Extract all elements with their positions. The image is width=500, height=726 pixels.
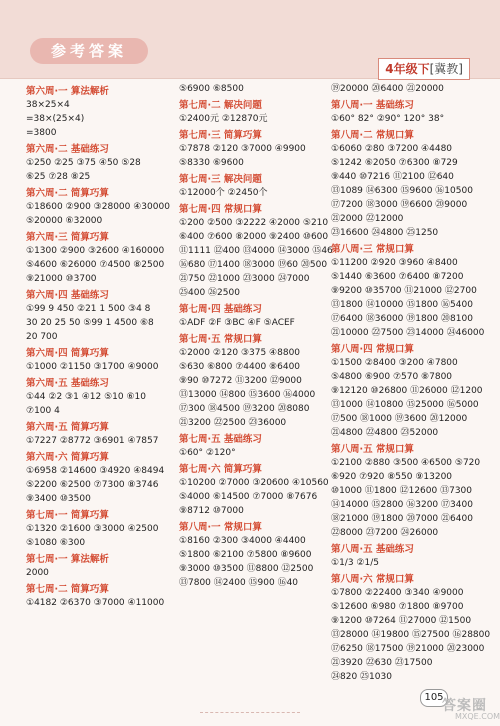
section-heading: 第七周·三 简算巧算 — [179, 130, 262, 141]
answer-line: ㉑750 ㉒1000 ㉓3000 ㉔7000 — [179, 274, 310, 284]
section-heading: 第六周·一 算法解析 — [26, 86, 109, 97]
answer-line: ⑬1000 ⑭10800 ⑮25000 ⑯5000 — [331, 400, 479, 410]
answer-line: ①2400元 ②12870元 — [179, 114, 268, 124]
answer-line: ⑤8330 ⑥9600 — [179, 158, 244, 168]
answer-line: ⑨12120 ⑩26800 ⑪26000 ⑫1200 — [331, 386, 483, 396]
section-heading: 第七周·四 基础练习 — [179, 304, 262, 315]
answer-line: ⑤630 ⑥800 ⑦4400 ⑧6400 — [179, 362, 301, 372]
answer-line: ⑭14000 ⑮2800 ⑯3200 ⑰3400 — [331, 500, 473, 510]
answer-line: ⑰300 ⑱4500 ⑲3200 ⑳8080 — [179, 404, 310, 414]
section-heading: 第七周·一 算法解析 — [26, 554, 109, 565]
answer-line: ⑰500 ⑱1000 ⑲3600 ⑳12000 — [331, 414, 468, 424]
answer-line: ⑩1000 ⑪1800 ⑫12600 ⑬7300 — [331, 486, 472, 496]
answer-line: ①8160 ②300 ③4000 ④4400 — [179, 536, 306, 546]
section-heading: 第八周·六 常规口算 — [331, 574, 414, 585]
section-heading: 第八周·三 常规口算 — [331, 244, 414, 255]
section-heading: 第八周·五 常规口算 — [331, 444, 414, 455]
answer-line: ⑤4000 ⑥14500 ⑦7000 ⑧7676 — [179, 492, 318, 502]
answer-line: ㉑2000 ㉒12000 — [331, 214, 404, 224]
answer-line: ①12000个 ②2450个 — [179, 188, 268, 198]
answer-line: ⑬13000 ⑭800 ⑮3600 ⑯4000 — [179, 390, 316, 400]
answer-line: ⑤2200 ⑥2500 ⑦7300 ⑧3746 — [26, 480, 159, 490]
answer-line: ①1300 ②900 ③2600 ④160000 — [26, 246, 165, 256]
answer-line: ①1/3 ②1/5 — [331, 558, 379, 568]
answer-line: ㉑10000 ㉒7500 ㉓14000 ㉔46000 — [331, 328, 485, 338]
answer-line: ㉔820 ㉕1030 — [331, 672, 392, 682]
answer-line: 20 700 — [26, 332, 58, 342]
answer-line: ⑬1800 ⑭10000 ⑮1800 ⑯5400 — [331, 300, 473, 310]
section-heading: 第七周·三 解决问题 — [179, 174, 262, 185]
section-heading: 第六周·五 基础练习 — [26, 378, 109, 389]
answer-line: ⑤6900 ⑥8500 — [179, 84, 244, 94]
watermark-logo: 答案圈 — [442, 698, 487, 714]
answer-column-3 — [331, 82, 491, 702]
answer-line: ⑨90 ⑩7272 ⑪3200 ⑫9000 — [179, 376, 302, 386]
answer-line: ①7878 ②120 ③7000 ④9900 — [179, 144, 306, 154]
watermark-url: MXQE.COM — [455, 712, 500, 721]
answer-line: ①44 ②2 ③1 ④12 ⑤10 ⑥10 — [26, 392, 146, 402]
answer-line: ①1320 ②1600 ③3000 ④2500 — [26, 524, 159, 534]
answer-line: ㉑4800 ㉒4800 ㉓52000 — [331, 428, 439, 438]
answer-columns — [26, 82, 491, 702]
answer-line: ⑨3400 ⑩3500 — [26, 494, 91, 504]
answer-line: ①6060 ②80 ③7200 ④4480 — [331, 144, 453, 154]
answer-line: ①6958 ②14600 ③4920 ④8494 — [26, 466, 165, 476]
section-heading: 第七周·二 简算巧算 — [26, 584, 109, 595]
answer-line: ㉕400 ㉖2500 — [179, 288, 240, 298]
section-heading: 第七周·一 简算巧算 — [26, 510, 109, 521]
section-heading: 第七周·二 解决问题 — [179, 100, 262, 111]
section-heading: 第八周·五 基础练习 — [331, 544, 414, 555]
section-heading: 第六周·五 简算巧算 — [26, 422, 109, 433]
answer-line: ⑬28000 ⑭19800 ⑮27500 ⑯28800 — [331, 630, 491, 640]
answer-line: ⑨1200 ⑩7264 ⑪27000 ⑫1500 — [331, 616, 472, 626]
section-heading: 第八周·二 常规口算 — [331, 130, 414, 141]
answer-line: ⑤20000 ⑥32000 — [26, 216, 103, 226]
answer-line: ①2100 ②880 ③500 ④6500 ⑤720 — [331, 458, 481, 468]
answer-line: ①11200 ②920 ③960 ④8400 — [331, 258, 458, 268]
answer-line: ⑨3000 ⑩3500 ⑪8800 ⑫2500 — [179, 564, 314, 574]
grade-badge — [378, 58, 470, 80]
page-number: 105 — [420, 689, 448, 707]
section-heading: 第八周·一 常规口算 — [179, 522, 262, 533]
answer-line: ⑤4600 ⑥26000 ⑦4500 ⑧2500 — [26, 260, 165, 270]
answer-line: ⑤4800 ⑥900 ⑦570 ⑧7800 — [331, 372, 453, 382]
answer-line: ①4182 ②6370 ③7000 ④11000 — [26, 598, 165, 608]
answer-line: ①10200 ②7000 ③20600 ④10560 — [179, 478, 329, 488]
section-heading: 第七周·五 基础练习 — [179, 434, 262, 445]
answer-line: ⑨8712 ⑩7000 — [179, 506, 244, 516]
answer-line: 30 20 25 50 ⑤99 1 4500 ⑥8 — [26, 318, 154, 328]
answer-line: ⑥920 ⑦920 ⑧550 ⑨13200 — [331, 472, 453, 482]
answer-line: ①7227 ②8772 ③6901 ④7857 — [26, 436, 159, 446]
answer-line: ⑰7200 ⑱3000 ⑲6600 ⑳9000 — [331, 200, 468, 210]
answer-line: ㉑3920 ㉒630 ㉓17500 — [331, 658, 433, 668]
answer-line: ⑥400 ⑦600 ⑧2000 ⑨2400 ⑩600 — [179, 232, 329, 242]
answer-line: ①18600 ②900 ③28000 ④30000 — [26, 202, 170, 212]
answer-line: ⑰6250 ⑱17500 ⑲21000 ⑳23000 — [331, 644, 485, 654]
section-heading: 第八周·一 基础练习 — [331, 100, 414, 111]
answer-line: ⑪1111 ⑫400 ⑬4000 ⑭3000 ⑮46 — [179, 246, 333, 256]
section-heading: 第七周·五 常规口算 — [179, 334, 262, 345]
section-heading: 第六周·三 简算巧算 — [26, 232, 109, 243]
section-heading: 第六周·二 基础练习 — [26, 144, 109, 155]
answer-line: ⑥25 ⑦28 ⑧25 — [26, 172, 91, 182]
section-heading: 第六周·二 简算巧算 — [26, 188, 109, 199]
answer-column-2 — [179, 82, 333, 702]
answer-line: ⑰6400 ⑱36000 ⑲1800 ⑳8100 — [331, 314, 473, 324]
answer-line: ①60° 82° ②90° 120° 38° — [331, 114, 445, 124]
section-heading: 第八周·四 常规口算 — [331, 344, 414, 355]
answer-line: 38×25×4 — [26, 100, 70, 110]
grade-label: 4年级下 — [385, 62, 430, 76]
answer-line: ①200 ②500 ③2222 ④2000 ⑤210 — [179, 218, 329, 228]
answer-line: ⑯680 ⑰1400 ⑱3000 ⑲60 ⑳500 — [179, 260, 328, 270]
answer-line: ①2000 ②120 ③375 ④8800 — [179, 348, 301, 358]
answer-line: ①1500 ②8400 ③200 ④7800 — [331, 358, 458, 368]
answer-line: ㉓16600 ㉔4800 ㉕1250 — [331, 228, 439, 238]
section-heading: 第七周·四 常规口算 — [179, 204, 262, 215]
answer-line: 2000 — [26, 568, 49, 578]
answer-line: ①99 9 450 ②21 1 500 ③4 8 — [26, 304, 151, 314]
answer-line: ⑲20000 ⑳6400 ㉑20000 — [331, 84, 444, 94]
answer-line: ①7800 ②22400 ③340 ④9000 — [331, 588, 464, 598]
answer-line: ①ADF ②F ③BC ④F ⑤ACEF — [179, 318, 295, 328]
section-heading: 第六周·四 基础练习 — [26, 290, 109, 301]
answer-line: ⑤1242 ⑥2050 ⑦6300 ⑧729 — [331, 158, 458, 168]
answer-line: ①250 ②25 ③75 ④50 ⑤28 — [26, 158, 141, 168]
answer-line: ⑦100 4 — [26, 406, 60, 416]
page-title: 参考答案 — [30, 38, 148, 64]
answer-line: ⑬7800 ⑭2400 ⑮900 ⑯40 — [179, 578, 299, 588]
answer-line: ⑬1089 ⑭6300 ⑮9600 ⑯10500 — [331, 186, 473, 196]
answer-line: ⑤1440 ⑥3600 ⑦6400 ⑧7200 — [331, 272, 464, 282]
answer-line: ①1000 ②1150 ③1700 ④9000 — [26, 362, 159, 372]
answer-line: ㉑3200 ㉒2500 ㉓36000 — [179, 418, 287, 428]
answer-line: ⑨440 ⑩7216 ⑪2100 ⑫640 — [331, 172, 454, 182]
answer-line: ①60° ②120° — [179, 448, 236, 458]
answer-column-1 — [26, 82, 174, 702]
edition-label: [冀教] — [429, 62, 463, 76]
answer-line: ⑤12600 ⑥980 ⑦1800 ⑧9700 — [331, 602, 464, 612]
answer-line: ㉒8000 ㉓7200 ㉔26000 — [331, 528, 439, 538]
answer-line: =38×(25×4) — [26, 114, 85, 124]
answer-line: ⑤1800 ⑥2100 ⑦5800 ⑧9600 — [179, 550, 312, 560]
answer-line: =3800 — [26, 128, 57, 138]
section-heading: 第六周·四 简算巧算 — [26, 348, 109, 359]
section-heading: 第七周·六 简算巧算 — [179, 464, 262, 475]
answer-line: ⑨9200 ⑩35700 ⑪21000 ⑫2700 — [331, 286, 477, 296]
answer-line: ⑤1080 ⑥300 — [26, 538, 86, 548]
section-heading: 第六周·六 简算巧算 — [26, 452, 109, 463]
answer-line: ⑱21000 ⑲1800 ⑳7000 ㉑6400 — [331, 514, 473, 524]
footer-decoration — [200, 712, 300, 721]
answer-line: ⑨21000 ⑩3700 — [26, 274, 97, 284]
